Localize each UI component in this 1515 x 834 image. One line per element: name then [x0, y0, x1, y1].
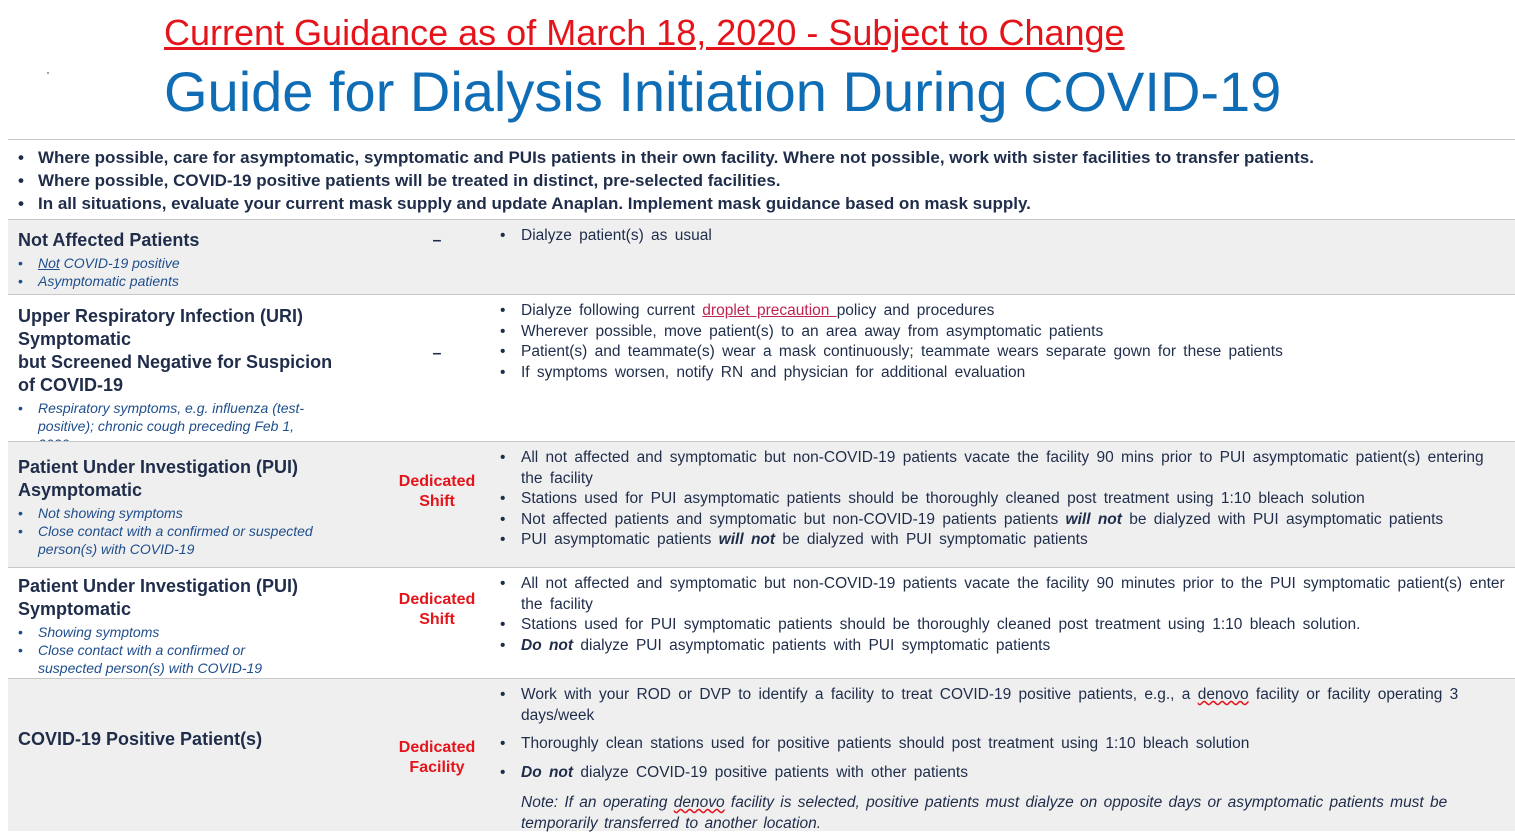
spellcheck-word: denovo	[1197, 686, 1249, 703]
action-text: Work with your ROD or DVP to identify a facility to treat COVID-19 positive patients, e.g., a	[521, 686, 1198, 703]
assignment-line: Dedicated	[398, 473, 476, 490]
action-item	[500, 763, 1510, 784]
category-title: Not Affected Patients	[18, 230, 200, 250]
detail-item: • Asymptomatic patients	[18, 272, 363, 290]
action-emphasis: will not	[1065, 510, 1122, 528]
category-title-line: Upper Respiratory Infection (URI)	[18, 306, 304, 326]
category	[18, 728, 363, 751]
action-item	[500, 530, 1510, 551]
assignment-marker: –	[432, 345, 442, 362]
note-text: Note: If an operating	[521, 794, 674, 811]
assignment-line: Shift	[419, 493, 455, 510]
action-text: Not affected patients and symptomatic but non-COVID-19 patients patients	[521, 510, 1066, 528]
detail-item: • Respiratory symptoms, e.g. influenza (test-positive); chronic cough preceding Feb 1,	[18, 399, 328, 453]
action-item: • Patient(s) and teammate(s) wear a mask continuously; teammate wears separate gown for these patients	[500, 342, 1510, 363]
detail-item: • Showing symptoms	[18, 623, 308, 641]
category-title-line: Patient Under Investigation (PUI)	[18, 457, 299, 477]
general-guidance-item: • Where possible, care for asymptomatic, symptomatic and PUIs patients in their own facility. Where not possible, work with sister facilities to transfer patients.	[18, 146, 1314, 169]
action-item	[500, 685, 1510, 726]
action-emphasis: Do not	[521, 763, 574, 781]
droplet-precaution-link[interactable]: droplet precaution	[702, 302, 837, 319]
transfer-note	[521, 792, 1515, 834]
assignment-line: Dedicated	[398, 739, 476, 756]
action-item: • All not affected and symptomatic but non-COVID-19 patients vacate the facility 90 minutes prior to the PUI symptomatic patient(s) enter the facility	[500, 574, 1510, 615]
category	[18, 305, 363, 453]
general-guidance-item: • Where possible, COVID-19 positive patients will be treated in distinct, pre-selected facilities.	[18, 169, 1314, 192]
category-title: COVID-19 Positive Patient(s)	[18, 729, 263, 749]
guidance-date-subtitle: Current Guidance as of March 18, 2020 - Subject to Change	[164, 12, 1125, 53]
action-text: dialyze PUI asymptomatic patients with PUI symptomatic patients	[573, 636, 1051, 654]
detail-item: • Not showing symptoms	[18, 504, 348, 522]
category-title-line: but Screened Negative for Suspicion	[18, 352, 333, 372]
note-text: facility is selected, positive patients must dialyze on opposite days or asymptomatic patients must be temporarily transferred to another location.	[521, 794, 1448, 832]
detail-emphasis: Not	[38, 255, 60, 271]
assignment-line: Facility	[409, 759, 465, 776]
action-list	[500, 685, 1510, 783]
category-details	[18, 254, 363, 290]
assignment-line: Dedicated	[398, 591, 476, 608]
category	[18, 456, 363, 558]
detail-item: • Close contact with a confirmed or suspected person(s) with COVID-19	[18, 522, 348, 558]
general-guidance-list	[18, 146, 1314, 215]
action-emphasis: Do not	[521, 636, 574, 654]
category-details	[18, 623, 308, 677]
category-title-line: of COVID-19	[18, 375, 124, 395]
action-item: • If symptoms worsen, notify RN and physician for additional evaluation	[500, 363, 1510, 384]
action-item: • All not affected and symptomatic but non-COVID-19 patients vacate the facility 90 mins prior to PUI asymptomatic patient(s) entering the facility	[500, 448, 1510, 489]
header-divider	[8, 139, 1515, 140]
action-item: • Stations used for PUI symptomatic patients should be thoroughly cleaned post treatment using 1:10 bleach solution.	[500, 615, 1510, 636]
assignment-marker	[378, 472, 496, 512]
action-text: Dialyze following current	[521, 302, 703, 319]
detail-item: • Close contact with a confirmed or suspected person(s) with COVID-19	[18, 641, 308, 677]
spellcheck-word: denovo	[673, 794, 725, 811]
assignment-marker	[378, 590, 496, 630]
stray-dot	[47, 72, 49, 74]
action-text: PUI asymptomatic patients	[521, 531, 719, 548]
action-list	[500, 301, 1510, 383]
assignment-line: Shift	[419, 611, 455, 628]
detail-item	[18, 254, 363, 272]
category-title-line: Symptomatic	[18, 599, 132, 619]
action-item	[500, 636, 1510, 657]
action-item: • Thoroughly clean stations used for positive patients should post treatment using 1:10 bleach solution	[500, 734, 1510, 755]
action-list	[500, 574, 1510, 656]
action-emphasis: will not	[718, 531, 776, 548]
assignment-marker: –	[432, 232, 442, 249]
action-text: dialyze COVID-19 positive patients with other patients	[573, 763, 968, 781]
action-item: • Wherever possible, move patient(s) to an area away from asymptomatic patients	[500, 322, 1510, 343]
action-list	[500, 448, 1510, 551]
general-guidance-item: • In all situations, evaluate your current mask supply and update Anaplan. Implement mask guidance based on mask supply.	[18, 192, 1314, 215]
action-item	[500, 301, 1510, 322]
detail-text: COVID-19 positive	[59, 255, 180, 271]
category-details	[18, 504, 348, 558]
action-text: be dialyzed with PUI asymptomatic patients	[1121, 510, 1444, 528]
action-list	[500, 226, 1510, 247]
action-text: be dialyzed with PUI symptomatic patients	[775, 531, 1088, 548]
row-pui-symptomatic	[8, 567, 1515, 678]
row-not-affected	[8, 219, 1515, 294]
category	[18, 575, 363, 677]
action-item: • Dialyze patient(s) as usual	[500, 226, 1510, 247]
action-text: policy and procedures	[836, 302, 995, 319]
category-title-line: Patient Under Investigation (PUI)	[18, 576, 299, 596]
action-item: • Stations used for PUI asymptomatic patients should be thoroughly cleaned post treatment using 1:10 bleach solution	[500, 489, 1510, 510]
action-item	[500, 510, 1510, 531]
action-text: facility or facility operating 3 days/week	[521, 686, 1459, 724]
row-covid-positive	[8, 678, 1515, 831]
row-uri-symptomatic	[8, 294, 1515, 441]
assignment-marker	[378, 738, 496, 778]
category-title-line: Asymptomatic	[18, 480, 143, 500]
category-title-line: Symptomatic	[18, 329, 132, 349]
category	[18, 229, 363, 290]
page-title: Guide for Dialysis Initiation During COVID-19	[164, 60, 1282, 123]
row-pui-asymptomatic	[8, 441, 1515, 567]
